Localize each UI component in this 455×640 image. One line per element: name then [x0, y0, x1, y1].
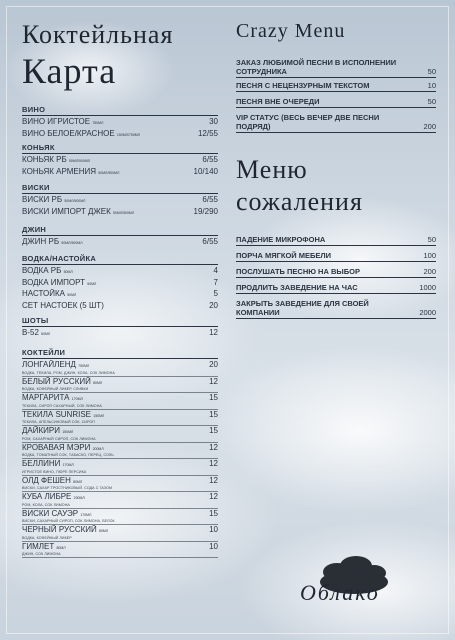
section-heading: КОКТЕЙЛИ: [22, 348, 218, 359]
cocktail-list: [22, 360, 218, 558]
cocktail-item: [22, 360, 218, 377]
section-heading: ДЖИН: [22, 225, 218, 236]
price: 200: [423, 122, 436, 131]
menu-row: КРОВАВАЯ МЭРИ 200МЛ 12: [22, 442, 218, 452]
cocktail-ingredients: ВОДКА, ТЕКИЛА, РОМ, ДЖИН, КОЛА, СОК ЛИМОНА: [22, 370, 115, 375]
cocktail-ingredients: ИГРИСТОЕ ВИНО, ПЮРЕ ПЕРСИКА: [22, 469, 87, 474]
cocktail-ingredients: ВИСКИ, САХАРНЫЙ СИРОП, СОК ЛИМОНА, БЕЛОК: [22, 519, 115, 523]
section-dzhin: [22, 225, 218, 249]
price: 12: [209, 475, 218, 485]
cocktail-item: [22, 542, 218, 559]
menu-row: ВИСКИ САУЭР 170МЛ 15: [22, 508, 218, 518]
section-viski: [22, 183, 218, 218]
crazy-item: VIP СТАТУС (ВЕСЬ ВЕЧЕР ДВЕ ПЕСНИ ПОДРЯД) 200: [236, 113, 436, 131]
menu-row: ДЖИН РБ 50МЛ/500МЛ 6/55: [22, 237, 218, 246]
price: 15: [209, 508, 218, 518]
menu-row: СЕТ НАСТОЕК (5 ШТ) 20: [22, 300, 218, 310]
price: 20: [209, 360, 218, 369]
cocktail-item: [22, 476, 218, 493]
cocktail-ingredients: ДЖИН, СОК ЛИМОНА: [22, 552, 61, 556]
price: 2000: [419, 308, 436, 317]
cocktail-item: [22, 492, 218, 509]
menu-row: B-52 60МЛ 12: [22, 328, 218, 337]
menu-row: ВИНО ИГРИСТОЕ 750МЛ 30: [22, 117, 218, 126]
price: 10: [209, 541, 218, 551]
price: 15: [209, 409, 218, 419]
cocktail-ingredients: РОМ, КОЛА, СОК ЛИМОНА: [22, 502, 70, 507]
crazy-menu-title: Crazy Menu: [236, 20, 346, 42]
price: 12/55: [197, 128, 218, 138]
cocktail-item: [22, 509, 218, 526]
cocktail-item: [22, 393, 218, 410]
price: 15: [209, 393, 218, 402]
crazy-item: ПЕСНЯ ВНЕ ОЧЕРЕДИ 50: [236, 97, 436, 106]
section-heading: ВИСКИ: [22, 183, 218, 194]
cocktail-ingredients: ВОДКА, КОФЕЙНЫЙ ЛИКЕР: [22, 535, 72, 540]
cocktail-item: [22, 410, 218, 427]
menu-row: БЕЛЛИНИ 170МЛ 12: [22, 459, 218, 468]
cocktail-item: [22, 525, 218, 542]
regret-item: ЗАКРЫТЬ ЗАВЕДЕНИЕ ДЛЯ СВОЕЙ КОМПАНИИ 2000: [236, 299, 436, 317]
section-heading: КОНЬЯК: [22, 143, 218, 154]
menu-row: ОЛД ФЕШЕН 80МЛ 12: [22, 475, 218, 485]
left-title-line1: Коктейльная: [22, 20, 174, 49]
menu-row: ВОДКА РБ 50МЛ 4: [22, 266, 218, 275]
price: 20: [209, 300, 218, 310]
menu-row: КОНЬЯК АРМЕНИЯ 50МЛ/500МЛ 10/140: [22, 166, 218, 176]
price: 30: [209, 117, 218, 126]
price: 10: [209, 525, 218, 534]
price: 12: [209, 492, 218, 501]
price: 4: [213, 266, 218, 275]
cocktail-ingredients: ТЕКИЛА, СИРОП САХАРНЫЙ, СОК ЛИМОНА: [22, 403, 102, 408]
menu-row: КУБА ЛИБРЕ 230МЛ 12: [22, 492, 218, 501]
menu-row: НАСТОЙКА 50МЛ 5: [22, 289, 218, 298]
menu-row: БЕЛЫЙ РУССКИЙ 80МЛ 12: [22, 376, 218, 386]
price: 6/55: [202, 237, 218, 246]
regret-menu-title-line1: Меню: [236, 155, 308, 184]
regret-item: ПРОДЛИТЬ ЗАВЕДЕНИЕ НА ЧАС 1000: [236, 283, 436, 292]
cocktail-item: [22, 426, 218, 443]
price: 12: [209, 442, 218, 452]
cocktail-item: [22, 443, 218, 460]
price: 50: [427, 97, 436, 106]
menu-row: ГИМЛЕТ 80МЛ 10: [22, 541, 218, 551]
regret-item: ПОСЛУШАТЬ ПЕСНЮ НА ВЫБОР 200: [236, 267, 436, 276]
cocktail-ingredients: ВИСКИ, САХАР ТРОСТНИКОВЫЙ, СОДА С ГАЗОМ: [22, 486, 113, 490]
price: 12: [209, 328, 218, 337]
cocktail-ingredients: ТЕКИЛА, АПЕЛЬСИНОВЫЙ СОК, СИРОП: [22, 420, 96, 424]
section-heading: ВОДКА/НАСТОЙКА: [22, 254, 218, 265]
section-vodka: [22, 254, 218, 311]
cocktail-item: [22, 459, 218, 476]
menu-row: ТЕКИЛА SUNRISE 150МЛ 15: [22, 409, 218, 419]
menu-row: ВИСКИ РБ 50МЛ/500МЛ 6/55: [22, 195, 218, 204]
regret-item: ПАДЕНИЕ МИКРОФОНА 50: [236, 235, 436, 244]
price: 12: [209, 376, 218, 386]
price: 6/55: [202, 195, 218, 204]
regret-menu-title-line2: сожаления: [236, 187, 363, 216]
price: 50: [427, 235, 436, 244]
price: 19/290: [193, 206, 218, 216]
price: 5: [213, 289, 218, 298]
section-vino: [22, 105, 218, 140]
menu-row: ЧЕРНЫЙ РУССКИЙ 80МЛ 10: [22, 525, 218, 534]
price: 50: [427, 67, 436, 76]
price: 7: [213, 277, 218, 287]
price: 6/55: [202, 155, 218, 164]
price: 100: [423, 251, 436, 260]
section-heading: ШОТЫ: [22, 316, 218, 327]
crazy-item: ПЕСНЯ С НЕЦЕНЗУРНЫМ ТЕКСТОМ 10: [236, 81, 436, 90]
price: 1000: [419, 283, 436, 292]
left-title-line2: Карта: [22, 51, 117, 91]
price: 10/140: [193, 166, 218, 176]
menu-row: МАРГАРИТА 170МЛ 15: [22, 393, 218, 402]
price: 10: [427, 81, 436, 90]
menu-row: ВИНО БЕЛОЕ/КРАСНОЕ 150МЛ/750МЛ 12/55: [22, 128, 218, 138]
menu-row: КОНЬЯК РБ 50МЛ/500МЛ 6/55: [22, 155, 218, 164]
menu-row: ВОДКА ИМПОРТ 50МЛ 7: [22, 277, 218, 287]
cocktail-ingredients: ВОДКА, КОФЕЙНЫЙ ЛИКЕР, СЛИВКИ: [22, 387, 89, 391]
logo-text: Облако: [300, 580, 380, 605]
section-konyak: [22, 143, 218, 178]
section-shoty: [22, 316, 218, 340]
price: 200: [423, 267, 436, 276]
cocktail-ingredients: ВОДКА, ТОМАТНЫЙ СОК, ТАБАСКО, ПЕРЕЦ, СОЛЬ: [22, 453, 114, 457]
crazy-item: ЗАКАЗ ЛЮБИМОЙ ПЕСНИ В ИСПОЛНЕНИИ СОТРУДНИКА 50: [236, 58, 436, 76]
price: 15: [209, 426, 218, 435]
section-heading: ВИНО: [22, 105, 218, 116]
menu-row: ЛОНГАЙЛЕНД 750МЛ 20: [22, 360, 218, 369]
cocktail-ingredients: РОМ, САХАРНЫЙ СИРОП, СОК ЛИМОНА: [22, 436, 96, 441]
menu-row: ДАЙКИРИ 150МЛ 15: [22, 426, 218, 435]
price: 12: [209, 459, 218, 468]
menu-row: ВИСКИ ИМПОРТ ДЖЕК 50МЛ/500МЛ 19/290: [22, 206, 218, 216]
regret-item: ПОРЧА МЯГКОЙ МЕБЕЛИ 100: [236, 251, 436, 260]
section-kokteili: [22, 348, 218, 558]
cocktail-item: [22, 377, 218, 394]
